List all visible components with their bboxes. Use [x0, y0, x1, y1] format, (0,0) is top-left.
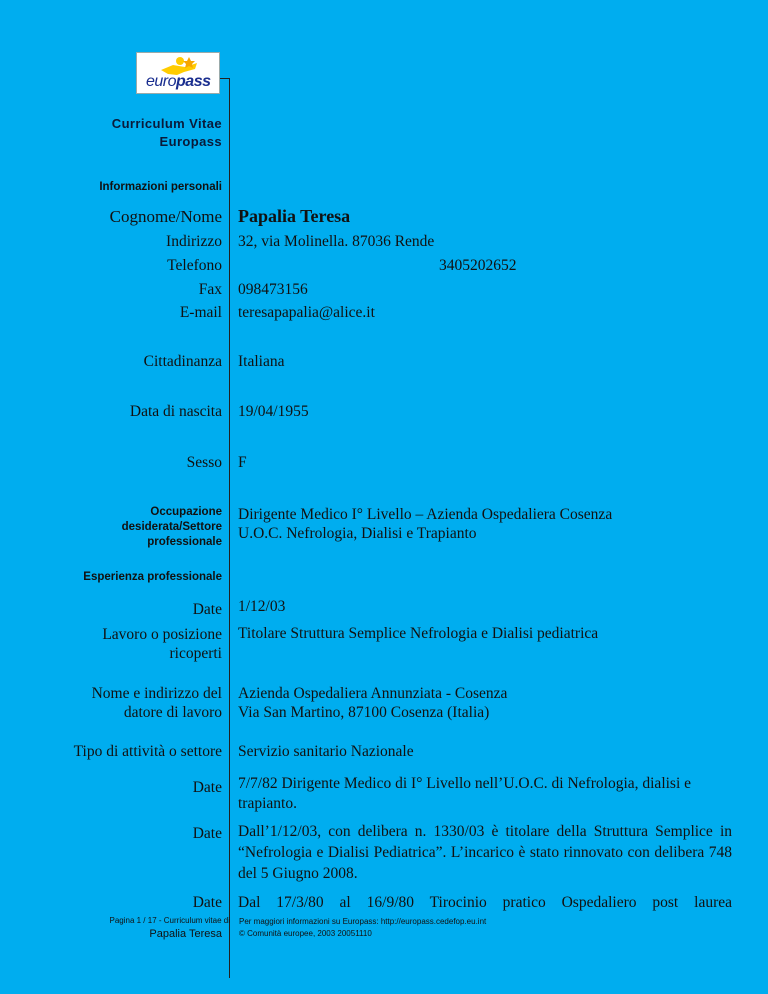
column-divider [229, 78, 230, 978]
employer-label-2: datore di lavoro [123, 704, 222, 721]
occupation-line-1: Dirigente Medico I° Livello – Azienda Ospedaliera Cosenza [238, 506, 613, 523]
employer-value [238, 684, 507, 722]
europass-logo [136, 52, 220, 94]
title-line-2: Europass [159, 134, 222, 149]
phone-value: 3405202652 [439, 257, 517, 274]
employer-label-1: Nome e indirizzo del [91, 685, 222, 702]
occupation-line-2: U.O.C. Nefrologia, Dialisi e Trapianto [238, 525, 477, 542]
date-label-2: Date [192, 779, 222, 796]
phone-label: Telefono [167, 257, 222, 274]
employer-label [92, 684, 222, 722]
section-experience: Esperienza professionale [83, 571, 222, 583]
job-label-2: ricoperti [169, 645, 222, 662]
occupation-label-2: desiderata/Settore [121, 521, 222, 533]
date-label-1: Date [192, 601, 222, 618]
logo-text-pass: pass [176, 73, 211, 90]
employer-line-2: Via San Martino, 87100 Cosenza (Italia) [238, 704, 490, 721]
job-value: Titolare Struttura Semplice Nefrologia e Dialisi pediatrica [238, 625, 599, 642]
date-value-1: 1/12/03 [238, 598, 286, 615]
date-value-2: 7/7/82 Dirigente Medico di I° Livello nell’U.O.C. di Nefrologia, dialisi e trapianto. [238, 775, 692, 812]
activity-label: Tipo di attività o settore [73, 743, 222, 760]
birth-label: Data di nascita [129, 403, 222, 420]
title-line-1: Curriculum Vitae [111, 116, 222, 131]
date-value-3: Dall’1/12/03, con delibera n. 1330/03 è titolare della Struttura Semplice in “Nefrologia e Dialisi Pediatrica”. L’incarico è stato rinnovato con delibera 748 del 5 Giugno 2008. [238, 823, 732, 882]
footer-name: Papalia Teresa [149, 928, 222, 940]
email-value[interactable]: teresapapalia@alice.it [238, 304, 375, 321]
sex-label: Sesso [186, 454, 222, 471]
name-label: Cognome/Nome [109, 207, 222, 226]
activity-value: Servizio sanitario Nazionale [238, 743, 414, 760]
section-personal-info: Informazioni personali [99, 181, 222, 193]
occupation-label [122, 505, 222, 550]
name-value: Papalia Teresa [238, 206, 351, 226]
footer-page: Pagina 1 / 17 - Curriculum vitae di [109, 916, 230, 925]
footer-copyright: © Comunità europee, 2003 20051110 [239, 929, 372, 938]
address-value: 32, via Molinella. 87036 Rende [238, 233, 435, 250]
citizenship-label: Cittadinanza [143, 353, 222, 370]
occupation-label-3: professionale [147, 536, 222, 548]
date-label-3: Date [192, 825, 222, 842]
job-label-1: Lavoro o posizione [102, 626, 222, 643]
job-label [102, 625, 222, 663]
occupation-label-1: Occupazione [150, 506, 222, 518]
birth-value: 19/04/1955 [238, 403, 309, 420]
date-label-4: Date [192, 894, 222, 911]
logo-text-euro: euro [146, 73, 177, 90]
sex-value: F [238, 454, 247, 471]
date-value-4: Dal 17/3/80 al 16/9/80 Tirocinio pratico Ospedaliero post laurea [238, 894, 732, 911]
fax-label: Fax [198, 281, 222, 298]
fax-value: 098473156 [238, 281, 308, 298]
footer-info[interactable]: Per maggiori informazioni su Europass: http://europass.cedefop.eu.int [239, 917, 487, 926]
citizenship-value: Italiana [238, 353, 285, 370]
occupation-value [238, 505, 612, 543]
address-label: Indirizzo [166, 233, 222, 250]
email-label: E-mail [179, 304, 222, 321]
employer-line-1: Azienda Ospedaliera Annunziata - Cosenza [238, 685, 508, 702]
document-title [112, 115, 222, 151]
